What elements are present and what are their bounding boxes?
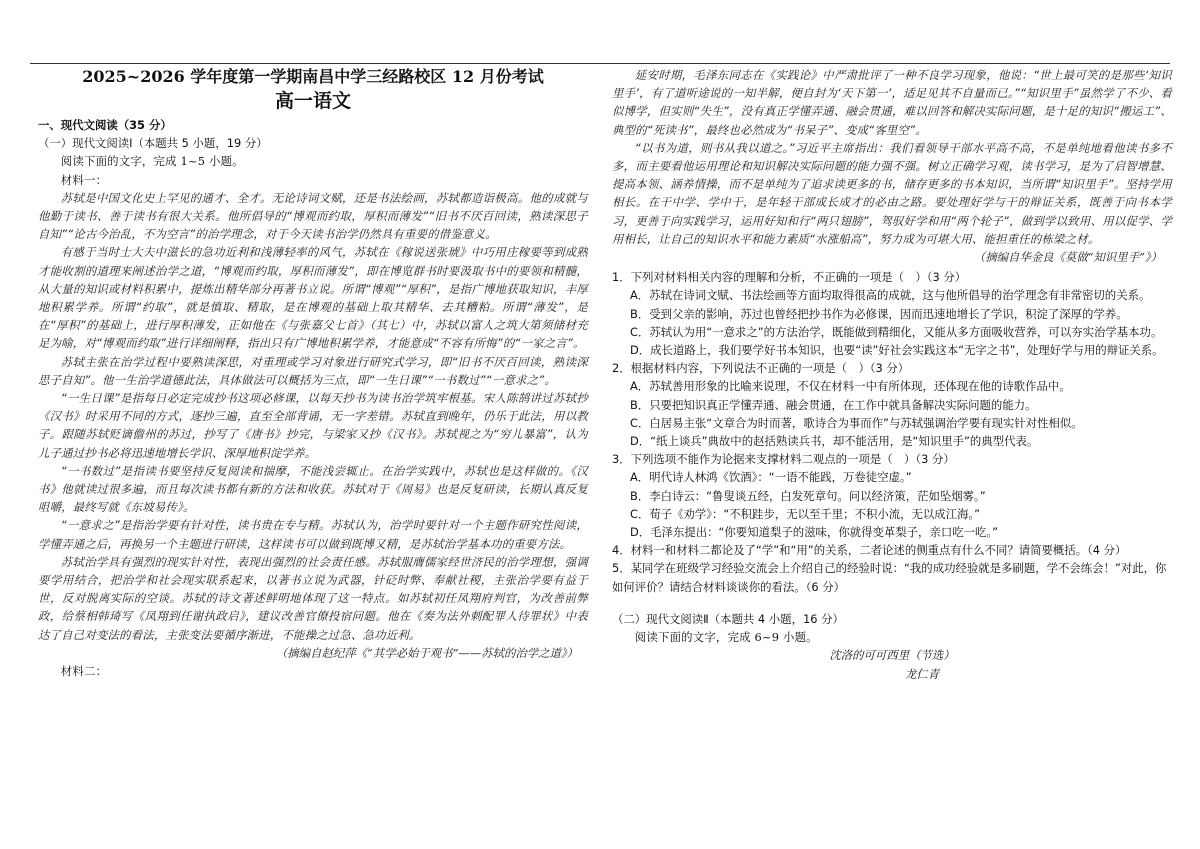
option-a: A．苏轼善用形象的比喻来说理，不仅在材料一中有所体现，还体现在他的诗歌作品中。 bbox=[630, 379, 1071, 394]
material2-paragraph: “以书为道，则书从我以道之。”习近平主席指出：我们看领导干部水平高不高，不是单纯地看他读书多不多，而主要看他运用理论和知识解决实际问题的能力强不强。树立正确学习观，读书学习，是为了启智增慧、提高本领、涵养情操，而不是单纯为了追求读更多的书，储存更多的书本知识，当所谓“知识里手”。坚持学用相长。在干中学、学中干，是年轻干部成长成才的必由之路。要处理好学与干的辩证关系，既善于向书本学习，更善于向实践学习，运用好知和行“两只翅膀”，驾驭好学和用“两个轮子”，做到学以致用、用以促学、学用相长，让自己的知识水平和能力素质“水涨船高”，努力成为可堪大用、能担重任的栋梁之材。 bbox=[612, 140, 1172, 246]
part2-heading: （二）现代文阅读Ⅱ（本题共 4 小题，16 分） bbox=[612, 611, 844, 626]
option-d: D．毛泽东提出：“你要知道梨子的滋味，你就得变革梨子，亲口吃一吃。” bbox=[630, 525, 998, 540]
option-a: A．明代诗人林鸿《饮酒》：“一语不能践，万卷徒空虚。” bbox=[630, 470, 912, 485]
option-b: B．李白诗云：“鲁叟谈五经，白发死章句。问以经济策，茫如坠烟雾。” bbox=[630, 488, 986, 503]
part2-instruction: 阅读下面的文字，完成 6~9 小题。 bbox=[634, 630, 818, 645]
material1-paragraph: “一意求之”是指治学要有针对性，读书贵在专与精。苏轼认为，治学时要针对一个主题作研究性阅读，学懂弄通之后，再换另一个主题进行研读，这样读书可以做到既博又精，是苏轼治学基本功的重要方法。 bbox=[38, 518, 588, 551]
material1-label: 材料一： bbox=[60, 172, 108, 187]
story-title: 沈洛的可可西里（节选） bbox=[829, 648, 955, 663]
question-stem: 1．下列对材料相关内容的理解和分析，不正确的一项是（ ）（3 分） bbox=[612, 270, 967, 285]
question-stem: 4．材料一和材料二都论及了“学”和“用”的关系，二者论述的侧重点有什么不同？请简要概括。（4 分） bbox=[612, 543, 1127, 558]
exam-title: 2025~2026 学年度第一学期南昌中学三经路校区 12 月份考试 bbox=[82, 67, 544, 86]
option-d: D．成长道路上，我们要学好书本知识，也要“读”好社会实践这本“无字之书”，处理好学与用的辩证关系。 bbox=[630, 343, 1164, 358]
part1-instruction: 阅读下面的文字，完成 1~5 小题。 bbox=[60, 154, 244, 169]
question-1 bbox=[612, 268, 1172, 359]
exam-subject: 高一语文 bbox=[274, 90, 351, 112]
material2-label: 材料二： bbox=[60, 664, 108, 679]
material1-paragraph: 有感于当时士大夫中滋长的急功近利和浅薄轻率的风气，苏轼在《稼说送张琥》中巧用庄稼要等到成熟才能收割的道理来阐述治学之道，“博观而约取，厚积而薄发”，即在博览群书时要汲取书中的要领和精髓，从大量的知识或材料积累中，提炼出精华部分再著书立说。所谓“博观”“厚积”，是指广博地获取知识，丰厚地积累学养。所谓“约取”，就是慎取、精取，是在博观的基础上取其精华、去其糟粕。所谓“薄发”，是在“厚积”的基础上，进行厚积薄发，正如他在《与张嘉父七首》（其七）中，苏轼以富人之筑大第须储材充足为喻，对“博观而约取”进行详细阐释，指出只有广博地积累学养，才能意成“不容有所悔”的“一家之言”。 bbox=[38, 245, 588, 351]
question-stem: 3．下列选项不能作为论据来支撑材料二观点的一项是（ ）（3 分） bbox=[612, 452, 955, 467]
option-d: D．“纸上谈兵”典故中的赵括熟读兵书，却不能活用，是“知识里手”的典型代表。 bbox=[630, 434, 1039, 449]
question-list bbox=[612, 268, 1172, 596]
question-stem: 2．根据材料内容，下列说法不正确的一项是（ ）（3 分） bbox=[612, 361, 910, 376]
option-b: B．只要把知识真正学懂弄通、融会贯通，在工作中就具备解决实际问题的能力。 bbox=[630, 397, 1037, 412]
question-stem: 5．某同学在班级学习经验交流会上介绍自己的经验时说：“我的成功经验就是多刷题，学不会练会！”对此，你如何评价？请结合材料谈谈你的看法。（6 分） bbox=[612, 561, 1167, 594]
question-4 bbox=[612, 541, 1172, 559]
material1-paragraph: “一生日课”是指每日必定完成抄书这项必修课，以每天抄书为读书治学筑牢根基。宋人陈鹄讲过苏轼抄《汉书》时采用不同的方式，逐抄三遍，直至全部背诵，无一字差错。苏轼直到晚年，仍乐于此法，用以教子。跟随苏轼贬谪儋州的苏过，抄写了《唐书》抄完，与梁家又抄《汉书》。苏轼视之为“穷儿暴富”，认为儿子通过抄书必将迅速地增长学识、深厚地积淀学养。 bbox=[38, 391, 588, 460]
question-3 bbox=[612, 450, 1172, 541]
material1-paragraph: 苏轼是中国文化史上罕见的通才、全才。无论诗词文赋，还是书法绘画，苏轼都造诣极高。他的成就与他勤于读书、善于读书有很大关系。他所倡导的“博观而约取，厚积而薄发”“旧书不厌百回读，熟读深思子自知”“论古今治乱，不为空言”的治学理念，对于今天读书治学仍然具有重要的借鉴意义。 bbox=[38, 190, 588, 242]
material1-paragraph: “一书数过”是指读书要坚持反复阅读和揣摩，不能浅尝辄止。在治学实践中，苏轼也是这样做的。《汉书》他就读过很多遍，而且每次读书都有新的方法和收获。苏轼对于《周易》也是反复研读，长期认真反复咀嚼，最终写就《东坡易传》。 bbox=[38, 463, 588, 515]
option-a: A．苏轼在诗词文赋、书法绘画等方面均取得很高的成就，这与他所倡导的治学理念有非常密切的关系。 bbox=[630, 288, 1151, 303]
material1-paragraph: 苏轼治学具有强烈的现实针对性，表现出强烈的社会责任感。苏轼服膺儒家经世济民的治学理想，强调要学用结合，把治学和社会现实联系起来，以著书立说为武器，针砭时弊、奉献社稷，主张治学要有益于世，反对脱离实际的空谈。苏轼的诗文著述鲜明地体现了这一特点。如苏轼初任凤翔府判官，为改善前弊政，给蔡相韩琦写《凤翔到任谢执政启》，建议改善官僚投宿问题。他在《奏为法外刺配罪人待罪状》中表达了自己对变法的看法，主张变法要循序渐进，不能操之过急、急功近利。 bbox=[38, 554, 588, 642]
left-column bbox=[38, 66, 588, 680]
right-column bbox=[612, 66, 1172, 683]
material2-source: （摘编自华金良《莫做“知识里手”》） bbox=[973, 250, 1162, 265]
story-author: 龙仁青 bbox=[904, 666, 940, 681]
part1-heading: （一）现代文阅读Ⅰ（本题共 5 小题，19 分） bbox=[38, 136, 268, 151]
material1-paragraph: 苏轼主张在治学过程中要熟读深思，对重理或学习对象进行研究式学习，即“旧书不厌百回读，熟读深思子自知”。他一生治学道德此法，具体做法可以概括为三点，即“一生日课”“一书数过”“一意求之”。 bbox=[38, 354, 588, 387]
material2-paragraph: 延安时期，毛泽东同志在《实践论》中严肃批评了一种不良学习现象，他说：“世上最可笑的是那些‘知识里手’，有了道听途说的一知半解，便自封为‘天下第一’，适足见其不自量而已。”“知识里手”虽然学了不少、看似博学，但实则“失生”，没有真正学懂弄通、融会贯通，难以回答和解决实际问题，是十足的知识“搬运工”、典型的“死读书”，最终也必然成为“书呆子”、变成“客里空”。 bbox=[612, 68, 1172, 137]
question-2 bbox=[612, 359, 1172, 450]
option-c: C．荀子《劝学》：“不积跬步，无以至千里；不积小流，无以成江海。” bbox=[630, 506, 981, 521]
question-5 bbox=[612, 559, 1172, 595]
option-c: C．白居易主张“文章合为时而著，歌诗合为事而作”与苏轼强调治学要有现实针对性相似。 bbox=[630, 415, 1083, 430]
top-rule bbox=[30, 63, 1170, 64]
material2-body bbox=[612, 66, 1172, 248]
option-c: C．苏轼认为用“一意求之”的方法治学，既能做到精细化，又能从多方面吸收营养，可以夯实治学基本功。 bbox=[630, 324, 1163, 339]
section-heading: 一、现代文阅读（35 分） bbox=[38, 118, 172, 132]
material1-source: （摘编自赵纪萍《“其学必始于观书”——苏轼的治学之道》） bbox=[275, 645, 578, 660]
option-b: B．受到父亲的影响，苏过也曾经把抄书作为必修课，因而迅速地增长了学识，积淀了深厚的学养。 bbox=[630, 306, 1128, 321]
material1-body bbox=[38, 189, 588, 644]
